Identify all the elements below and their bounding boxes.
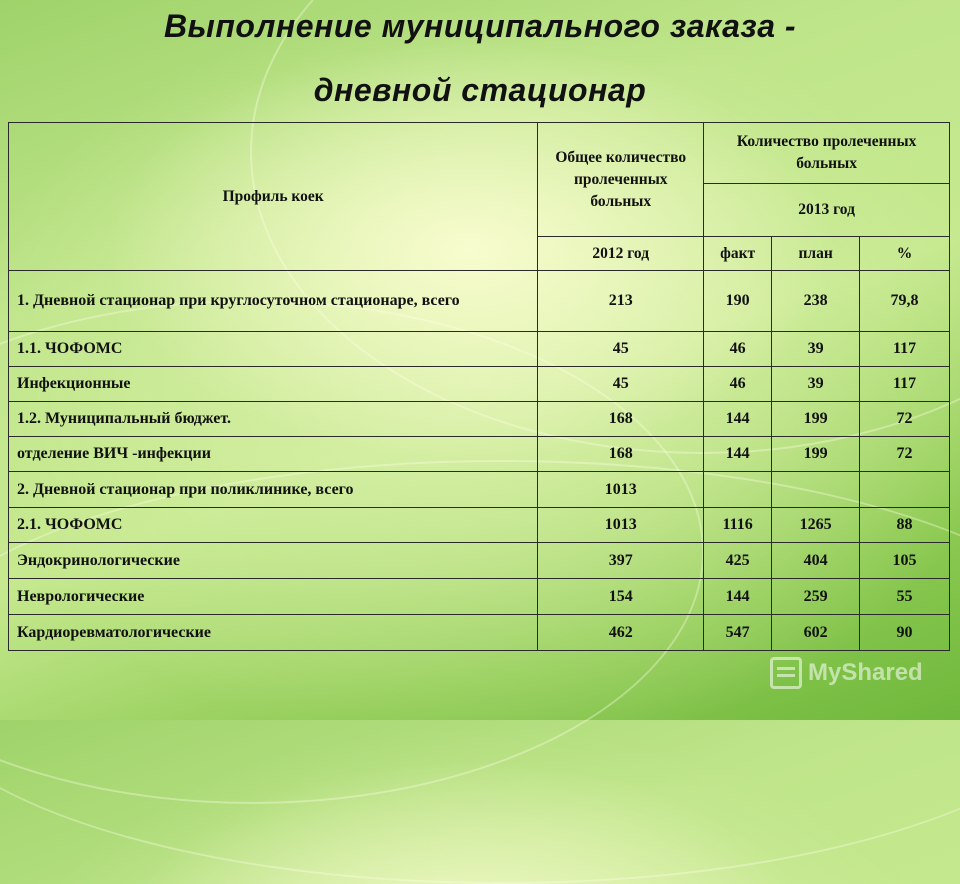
row-2012: 397 [538,543,704,579]
table-row [9,579,950,615]
row-percent: 117 [860,332,950,367]
row-2012: 168 [538,437,704,472]
row-percent: 72 [860,437,950,472]
header-plan: план [772,237,860,271]
row-name: Эндокринологические [9,543,538,579]
row-fact: 425 [704,543,772,579]
header-total: Общее количество пролеченных больных [538,123,704,237]
data-table [8,122,950,651]
header-year-2012: 2012 год [538,237,704,271]
table-row [9,332,950,367]
row-percent: 55 [860,579,950,615]
table-row [9,508,950,543]
row-plan: 1265 [772,508,860,543]
table-row [9,367,950,402]
table-row [9,543,950,579]
header-fact: факт [704,237,772,271]
row-name: Инфекционные [9,367,538,402]
header-year-2013: 2013 год [704,184,950,237]
row-name: отделение ВИЧ -инфекции [9,437,538,472]
presentation-icon [770,657,802,689]
row-percent: 90 [860,615,950,651]
row-fact: 144 [704,437,772,472]
row-fact: 46 [704,332,772,367]
row-2012: 1013 [538,508,704,543]
table-row [9,472,950,508]
row-2012: 1013 [538,472,704,508]
row-percent: 72 [860,402,950,437]
row-plan: 199 [772,402,860,437]
row-plan: 39 [772,332,860,367]
row-fact: 144 [704,579,772,615]
row-plan: 602 [772,615,860,651]
row-2012: 213 [538,271,704,332]
row-name: 1. Дневной стационар при круглосуточном стационаре, всего [9,271,538,332]
row-name: 2. Дневной стационар при поликлинике, всего [9,472,538,508]
row-percent: 79,8 [860,271,950,332]
row-fact: 1116 [704,508,772,543]
row-plan: 238 [772,271,860,332]
title-line-1: Выполнение муниципального заказа - [163,8,797,44]
row-percent: 117 [860,367,950,402]
row-name: Кардиоревматологические [9,615,538,651]
row-2012: 154 [538,579,704,615]
row-plan: 404 [772,543,860,579]
row-name: 1.2. Муниципальный бюджет. [9,402,538,437]
row-2012: 168 [538,402,704,437]
row-percent [860,472,950,508]
row-plan [772,472,860,508]
row-fact: 190 [704,271,772,332]
row-fact [704,472,772,508]
title-line-2: дневной стационар [313,72,647,108]
row-percent: 105 [860,543,950,579]
row-2012: 45 [538,332,704,367]
row-name: 2.1. ЧОФОМС [9,508,538,543]
header-percent: % [860,237,950,271]
row-plan: 39 [772,367,860,402]
row-fact: 46 [704,367,772,402]
row-plan: 199 [772,437,860,472]
header-profile: Профиль коек [9,123,538,271]
row-percent: 88 [860,508,950,543]
table-row [9,402,950,437]
table-row [9,271,950,332]
row-2012: 45 [538,367,704,402]
row-fact: 144 [704,402,772,437]
row-plan: 259 [772,579,860,615]
row-name: Неврологические [9,579,538,615]
row-fact: 547 [704,615,772,651]
table-row [9,437,950,472]
watermark-logo [770,657,923,689]
watermark-text: MyShared [808,659,923,686]
header-count: Количество пролеченных больных [704,123,950,184]
table-row [9,615,950,651]
row-name: 1.1. ЧОФОМС [9,332,538,367]
row-2012: 462 [538,615,704,651]
